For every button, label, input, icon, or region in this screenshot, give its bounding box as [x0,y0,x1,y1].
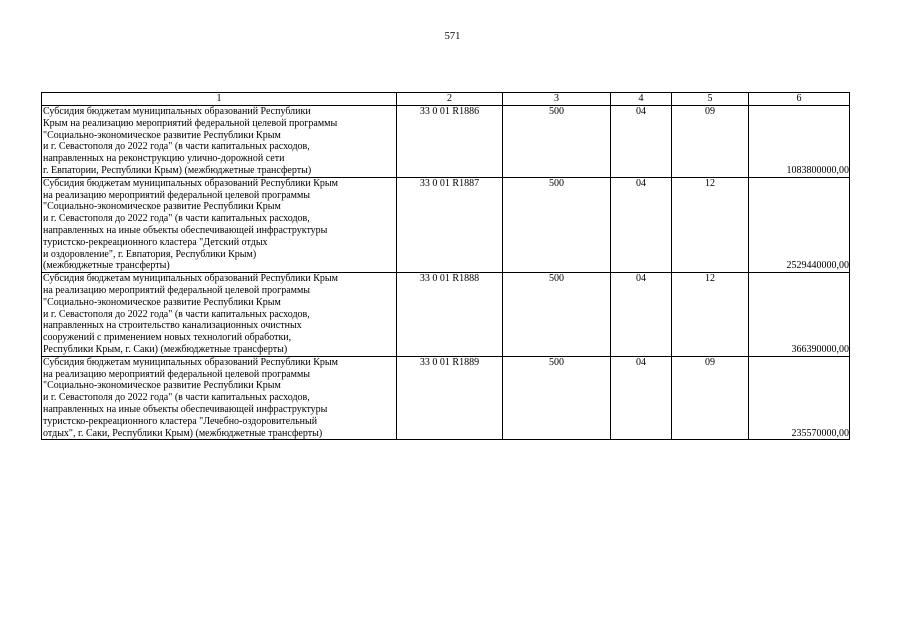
row-subsection: 09 [672,106,749,178]
row-amount: 366390000,00 [749,273,850,357]
row-target-article: 33 0 01 R1889 [397,356,503,440]
row-expense-type: 500 [503,177,611,272]
table-row [42,177,850,272]
header-cell-2: 2 [397,93,503,106]
table-row [42,356,850,440]
budget-table [41,92,850,440]
row-target-article: 33 0 01 R1887 [397,177,503,272]
row-expense-type: 500 [503,273,611,357]
row-subsection: 12 [672,177,749,272]
header-cell-6: 6 [749,93,850,106]
row-amount: 2529440000,00 [749,177,850,272]
table-row [42,273,850,357]
row-section: 04 [611,106,672,178]
table-header-row [42,93,850,106]
row-expense-type: 500 [503,106,611,178]
row-description: Субсидия бюджетам муниципальных образований Республики Крым на реализацию мероприятий федеральной целевой программы "Социально-экономическое развитие Республики Крым и г. Севастополя до 2022 года" (в части капитальных расходов, направленных на реконструкцию улично-дорожной сети г. Евпатории, Республики Крым) (межбюджетные трансферты) [42,106,397,178]
row-section: 04 [611,177,672,272]
table-row [42,106,850,178]
page-number: 571 [444,31,461,42]
header-cell-4: 4 [611,93,672,106]
row-section: 04 [611,356,672,440]
row-expense-type: 500 [503,356,611,440]
row-description: Субсидия бюджетам муниципальных образований Республики Крым на реализацию мероприятий федеральной целевой программы "Социально-экономическое развитие Республики Крым и г. Севастополя до 2022 года" (в части капитальных расходов, направленных на иные объекты обеспечивающей инфраструктуры туристско-рекреационного кластера "Лечебно-оздоровительный отдых", г. Саки, Республики Крым) (межбюджетные трансферты) [42,356,397,440]
row-subsection: 12 [672,273,749,357]
row-description: Субсидия бюджетам муниципальных образований Республики Крым на реализацию мероприятий федеральной целевой программы "Социально-экономическое развитие Республики Крым и г. Севастополя до 2022 года" (в части капитальных расходов, направленных на иные объекты обеспечивающей инфраструктуры туристско-рекреационного кластера "Детский отдых и оздоровление", г. Евпатория, Республики Крым) (межбюджетные трансферты) [42,177,397,272]
row-description: Субсидия бюджетам муниципальных образований Республики Крым на реализацию мероприятий федеральной целевой программы "Социально-экономическое развитие Республики Крым и г. Севастополя до 2022 года" (в части капитальных расходов, направленных на строительство канализационных очистных сооружений с применением новых технологий обработки, Республики Крым, г. Саки) (межбюджетные трансферты) [42,273,397,357]
row-amount: 235570000,00 [749,356,850,440]
row-amount: 1083800000,00 [749,106,850,178]
row-subsection: 09 [672,356,749,440]
row-target-article: 33 0 01 R1888 [397,273,503,357]
header-cell-1: 1 [42,93,397,106]
row-section: 04 [611,273,672,357]
row-target-article: 33 0 01 R1886 [397,106,503,178]
header-cell-3: 3 [503,93,611,106]
header-cell-5: 5 [672,93,749,106]
